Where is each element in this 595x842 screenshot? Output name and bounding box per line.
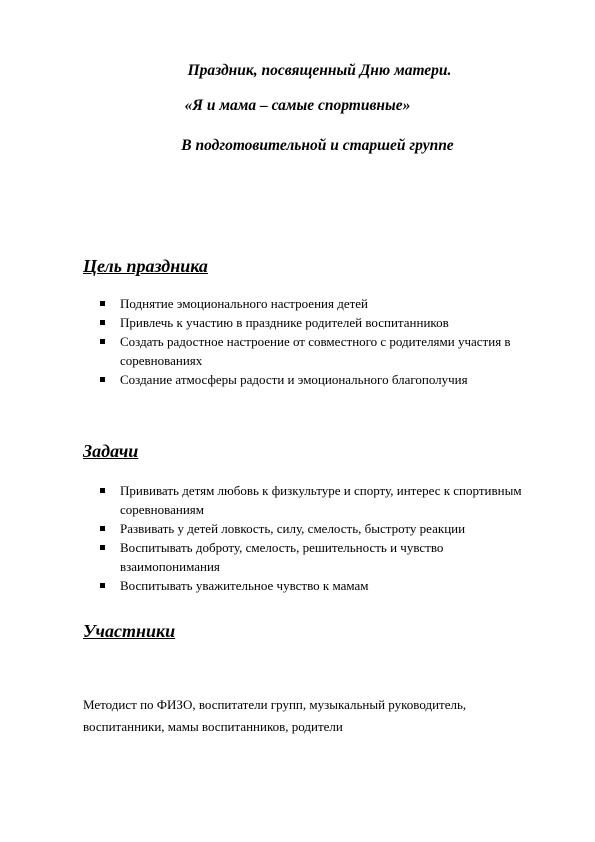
list-item [96,332,566,370]
bullet-icon [100,320,105,325]
list-item [96,481,566,519]
bullet-icon [100,488,105,493]
title-line-3: В подготовительной и старшей группе [181,137,454,154]
title-line-2: «Я и мама – самые спортивные» [184,97,411,114]
list-item-text: Поднятие эмоционального настроения детей [120,296,369,311]
list-item [96,576,566,595]
list-item [96,538,566,576]
bullet-icon [100,526,105,531]
list-item-text: Привлечь к участию в празднике родителей воспитанников [120,315,449,330]
list-item-text: Прививать детям любовь к физкультуре и спорту, интерес к спортивным соревнованиям [120,483,522,517]
participants-text: Методист по ФИЗО, воспитатели групп, музыкальный руководитель, воспитанники, мамы воспитанников, родители [83,697,467,734]
goal-heading: Цель праздника [83,256,208,276]
list-item-text: Воспитывать уважительное чувство к мамам [120,578,369,593]
goal-list [96,294,566,389]
tasks-heading: Задачи [83,441,139,461]
bullet-icon [100,339,105,344]
list-item [96,370,566,389]
bullet-icon [100,583,105,588]
list-item-text: Развивать у детей ловкость, силу, смелость, быстроту реакции [120,521,466,536]
list-item-text: Воспитывать доброту, смелость, решительность и чувство взаимопонимания [120,540,444,574]
title-line-1: Праздник, посвященный Дню матери. [187,62,452,79]
list-item-text: Создать радостное настроение от совместного с родителями участия в соревнованиях [120,334,511,368]
tasks-list [96,481,566,595]
list-item [96,313,566,332]
bullet-icon [100,545,105,550]
list-item [96,294,566,313]
bullet-icon [100,301,105,306]
bullet-icon [100,377,105,382]
list-item [96,519,566,538]
participants-heading: Участники [83,621,176,641]
list-item-text: Создание атмосферы радости и эмоционального благополучия [120,372,468,387]
